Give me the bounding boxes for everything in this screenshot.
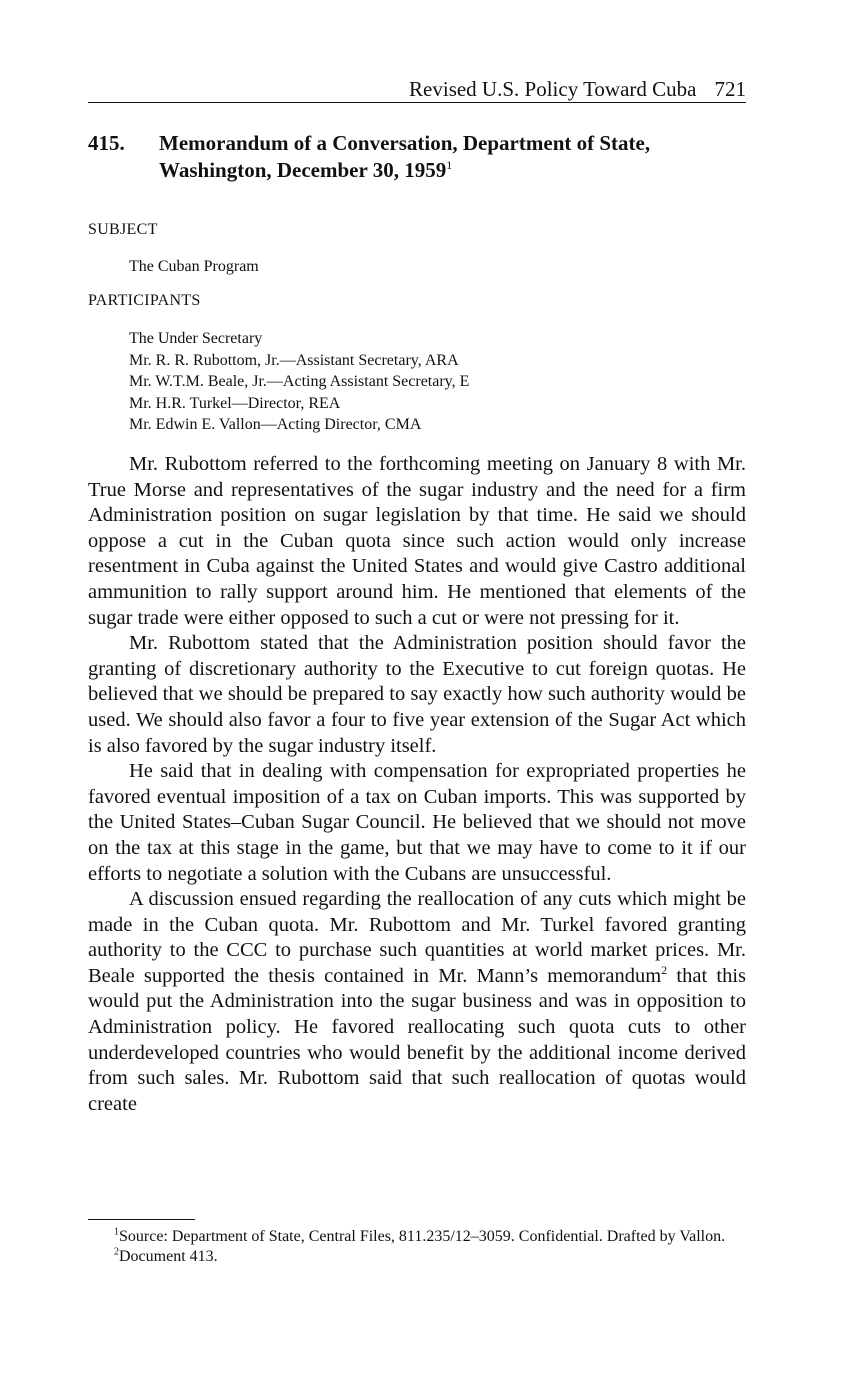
document-page (88, 0, 746, 1380)
body-text (88, 452, 746, 1117)
participant-item: Mr. Edwin E. Vallon—Acting Director, CMA (129, 416, 422, 433)
participant-item: Mr. R. R. Rubottom, Jr.—Assistant Secretary, ARA (129, 351, 459, 369)
document-number: 415. (88, 131, 125, 155)
document-title (159, 130, 746, 184)
paragraph-3: He said that in dealing with compensation for expropriated properties he favored eventual imposition of a tax on Cuban imports. This was supported by the United States–Cuban Sugar Council. He believed that we should not move on the tax at this stage in the game, but that we may have to come to it if our efforts to negotiate a solution with the Cubans are unsuccessful. (88, 760, 746, 885)
document-title-line-2: Washington, December 30, 1959$^1$ (159, 158, 453, 182)
participants-list (129, 328, 469, 436)
participant-item: Mr. W.T.M. Beale, Jr.—Acting Assistant Secretary, E (129, 373, 470, 390)
paragraph-2: Mr. Rubottom stated that the Administration position should favor the granting of discretionary authority to the Executive to cut foreign quotas. He believed that we should be prepared to say exactly how such authority would be used. We should also favor a four to five year extension of the Sugar Act which is also favored by the sugar industry itself. (88, 632, 746, 757)
footnote-1: $^1$Source: Department of State, Central Files, 811.235/12–3059. Confidential. Drafted by Vallon. (114, 1226, 726, 1245)
document-title-line-1: Memorandum of a Conversation, Department of State, (159, 131, 651, 155)
subject-value: The Cuban Program (129, 258, 259, 275)
paragraph-1: Mr. Rubottom referred to the forthcoming meeting on January 8 with Mr. True Morse and representatives of the sugar industry and the need for a firm Administration position on sugar legislation by that time. He said we should oppose a cut in the Cuban quota since such action would only increase resentment in Cuba against the United States and would give Castro additional ammunition to rally support around him. He mentioned that elements of the sugar trade were either opposed to such a cut or were not pressing for it. (88, 453, 746, 629)
participant-item: The Under Secretary (129, 330, 263, 347)
paragraph-4: A discussion ensued regarding the reallocation of any cuts which might be made in the Cuban quota. Mr. Rubottom and Mr. Turkel favored granting authority to the CCC to purchase such quantities at world market prices. Mr. Beale supported the thesis contained in Mr. Mann’s memorandum$^2$ that this would put the Administration into the sugar business and was in opposition to Administration policy. He favored reallocating such quota cuts to other underdeveloped countries who would benefit by the additional income derived from such sales. Mr. Rubottom said that such reallocation of quotas would create (88, 888, 746, 1115)
participant-item: Mr. H.R. Turkel—Director, REA (129, 394, 341, 412)
footnote-ref-1: 1 (446, 158, 453, 172)
running-head (88, 76, 746, 103)
footnote-rule (88, 1219, 195, 1220)
footnote-ref-2: 2 (661, 963, 668, 978)
footnotes (88, 1227, 746, 1267)
subject-label: SUBJECT (88, 221, 158, 238)
page-number: 721 (714, 77, 746, 101)
participants-label: PARTICIPANTS (88, 292, 201, 309)
footnote-2: $^2$Document 413. (114, 1246, 218, 1265)
running-head-title: Revised U.S. Policy Toward Cuba (409, 77, 697, 101)
